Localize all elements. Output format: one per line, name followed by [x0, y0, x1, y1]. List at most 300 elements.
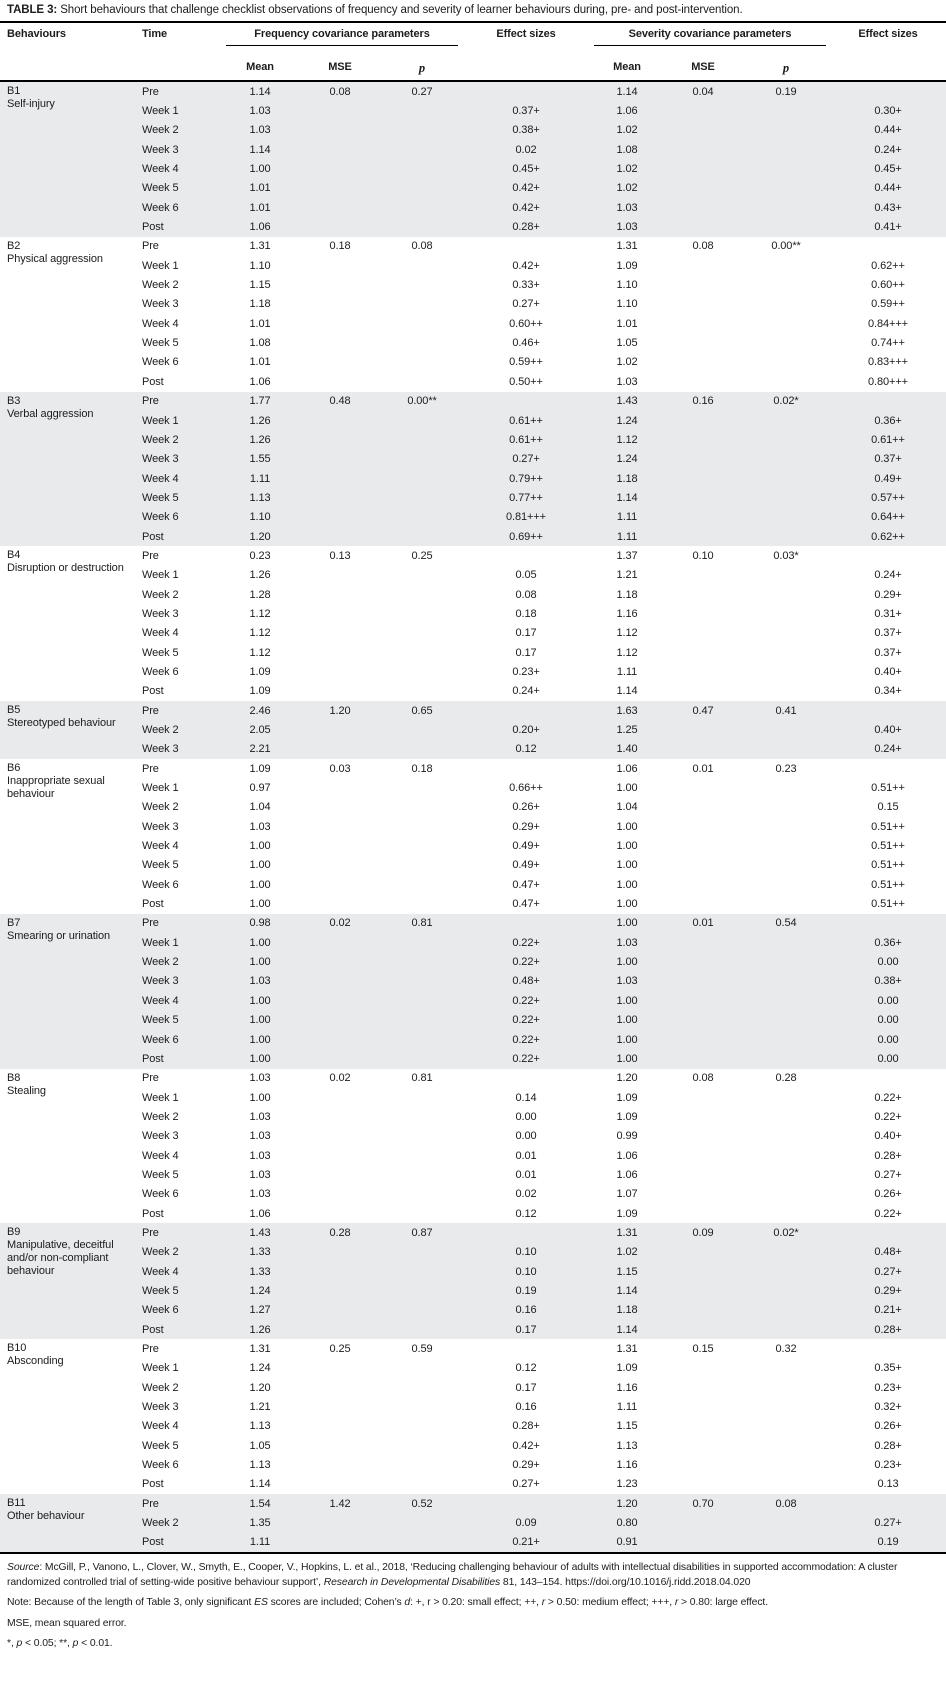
cell-s_mean: 1.06 [616, 1149, 638, 1162]
cell-s_mean: 1.40 [616, 743, 638, 756]
cell-f_p [382, 295, 462, 314]
cell-s_es: 0.51++ [871, 840, 905, 853]
behaviour-group-b9 [0, 1223, 946, 1339]
cell-s_es: 0.36+ [874, 936, 902, 949]
cell-s_p [742, 1185, 830, 1204]
cell-s_es: 0.35+ [874, 1362, 902, 1375]
cell-f_mse [298, 856, 382, 875]
cell-s_es: 0.44+ [874, 182, 902, 195]
cell-s_p [742, 1165, 830, 1184]
cell-time: Week 6 [142, 878, 179, 891]
cell-f_mse [298, 527, 382, 546]
cell-s_p [742, 488, 830, 507]
cell-time: Week 5 [142, 1014, 179, 1027]
cell-s_mse [664, 1359, 742, 1378]
cell-f_mse: 1.20 [329, 704, 351, 717]
cell-f_mean: 1.09 [249, 685, 271, 698]
cell-s_mse [664, 469, 742, 488]
cell-f_mean: 1.01 [249, 317, 271, 330]
cell-s_es: 0.22+ [874, 1207, 902, 1220]
behaviour-name: Physical aggression [7, 252, 103, 265]
cell-s_mse [664, 430, 742, 449]
cell-s_p [742, 682, 830, 701]
cell-s_es: 0.24+ [874, 743, 902, 756]
cell-s_mse [664, 720, 742, 739]
cell-s_p: 0.00** [771, 240, 801, 253]
cell-f_mse [298, 894, 382, 913]
cell-f_mean: 1.01 [249, 182, 271, 195]
cell-s_mse [664, 372, 742, 391]
cell-time: Post [142, 1052, 164, 1065]
behaviour-name: Smearing or urination [7, 929, 111, 942]
cell-s_mean: 1.11 [616, 530, 638, 543]
cell-s_mse [664, 740, 742, 759]
cell-f_mean: 1.09 [249, 762, 271, 775]
cell-s_mse [664, 1204, 742, 1223]
cell-f_p [382, 856, 462, 875]
behaviour-name: Manipulative, deceitful and/or non-compliant behaviour [7, 1239, 114, 1278]
cell-f_mse [298, 1011, 382, 1030]
cell-s_p [742, 875, 830, 894]
cell-time: Week 2 [142, 1517, 179, 1530]
cell-f_p [382, 566, 462, 585]
cell-time: Pre [142, 762, 159, 775]
cell-f_es: 0.20+ [512, 724, 540, 737]
cell-s_mse [664, 508, 742, 527]
behaviour-group-b8 [0, 1069, 946, 1224]
cell-f_mean: 1.03 [249, 1168, 271, 1181]
cell-s_mean: 1.02 [616, 1246, 638, 1259]
cell-s_p [742, 140, 830, 159]
cell-s_mse [664, 1436, 742, 1455]
cell-time: Week 2 [142, 724, 179, 737]
cell-s_mean: 1.16 [616, 1381, 638, 1394]
cell-time: Week 6 [142, 1459, 179, 1472]
cell-s_mse: 0.70 [692, 1497, 714, 1510]
cell-time: Pre [142, 1343, 159, 1356]
cell-f_mean: 1.33 [249, 1265, 271, 1278]
cell-f_mse [298, 933, 382, 952]
cell-f_mean: 0.23 [249, 549, 271, 562]
cell-time: Week 5 [142, 337, 179, 350]
cell-time: Week 1 [142, 1362, 179, 1375]
cell-s_p [742, 604, 830, 623]
cell-f_p: 0.00** [407, 395, 437, 408]
cell-f_mse [298, 682, 382, 701]
cell-f_mse: 0.48 [329, 395, 351, 408]
cell-f_es: 0.00 [515, 1110, 537, 1123]
cell-time: Week 1 [142, 782, 179, 795]
cell-s_es [830, 392, 946, 411]
behaviour-group-b1 [0, 82, 946, 237]
cell-s_p [742, 1417, 830, 1436]
cell-f_mean: 1.13 [249, 1420, 271, 1433]
cell-f_mse [298, 179, 382, 198]
cell-f_mean: 1.00 [249, 1052, 271, 1065]
cell-s_es: 0.27+ [874, 1517, 902, 1530]
cell-time: Week 2 [142, 1246, 179, 1259]
cell-f_es: 0.01 [515, 1149, 537, 1162]
cell-s_p [742, 1397, 830, 1416]
cell-s_mean: 1.00 [616, 917, 638, 930]
cell-s_p [742, 295, 830, 314]
cell-s_es: 0.51++ [871, 878, 905, 891]
cell-f_es [462, 1339, 590, 1358]
cell-f_mse [298, 275, 382, 294]
cell-f_mse: 0.02 [329, 1072, 351, 1085]
cell-f_p: 0.25 [411, 549, 433, 562]
cell-f_p [382, 682, 462, 701]
cell-s_mean: 1.31 [616, 240, 638, 253]
cell-s_es: 0.40+ [874, 1130, 902, 1143]
cell-f_p [382, 1455, 462, 1474]
cell-s_mean: 1.01 [616, 317, 638, 330]
cell-s_mean: 1.16 [616, 607, 638, 620]
cell-s_mse [664, 643, 742, 662]
cell-f_mse [298, 817, 382, 836]
cell-s_p: 0.41 [775, 704, 797, 717]
cell-f_p [382, 585, 462, 604]
cell-f_mse [298, 604, 382, 623]
cell-s_mse [664, 1049, 742, 1068]
cell-f_mean: 1.10 [249, 259, 271, 272]
cell-time: Pre [142, 1226, 159, 1239]
cell-s_mean: 1.43 [616, 395, 638, 408]
cell-s_mse [664, 894, 742, 913]
cell-f_p [382, 972, 462, 991]
cell-time: Week 3 [142, 975, 179, 988]
cell-f_es: 0.22+ [512, 936, 540, 949]
cell-f_mse [298, 1185, 382, 1204]
cell-s_mse [664, 1417, 742, 1436]
cell-s_es: 0.40+ [874, 665, 902, 678]
cell-time: Week 4 [142, 627, 179, 640]
cell-time: Post [142, 1323, 164, 1336]
cell-f_p [382, 1262, 462, 1281]
cell-f_mse [298, 217, 382, 236]
cell-s_mse [664, 488, 742, 507]
cell-s_p [742, 1011, 830, 1030]
cell-f_p [382, 1011, 462, 1030]
cell-s_p [742, 1107, 830, 1126]
cell-s_es: 0.13 [877, 1478, 899, 1491]
cell-f_es: 0.10 [515, 1265, 537, 1278]
cell-time: Post [142, 375, 164, 388]
cell-f_mse [298, 1165, 382, 1184]
col-header-freq-mse: MSE [328, 61, 352, 73]
cell-s_mean: 1.00 [616, 840, 638, 853]
cell-f_p [382, 991, 462, 1010]
cell-s_mse [664, 952, 742, 971]
cell-s_mse [664, 662, 742, 681]
cell-f_p [382, 1185, 462, 1204]
cell-f_p [382, 1475, 462, 1494]
cell-f_es: 0.26+ [512, 801, 540, 814]
cell-f_es [462, 546, 590, 565]
cell-f_mse [298, 972, 382, 991]
cell-s_mean: 1.03 [616, 221, 638, 234]
cell-f_es: 0.48+ [512, 975, 540, 988]
cell-f_es: 0.22+ [512, 956, 540, 969]
cell-f_mean: 1.00 [249, 936, 271, 949]
cell-s_p [742, 372, 830, 391]
cell-f_es: 0.27+ [512, 298, 540, 311]
cell-f_es: 0.27+ [512, 453, 540, 466]
cell-s_mean: 1.11 [616, 511, 638, 524]
cell-s_es: 0.29+ [874, 1284, 902, 1297]
cell-s_p [742, 1049, 830, 1068]
cell-f_mse [298, 1049, 382, 1068]
cell-s_p: 0.28 [775, 1072, 797, 1085]
col-header-freq-mean: Mean [246, 61, 274, 73]
cell-f_es: 0.79++ [509, 472, 543, 485]
cell-s_p [742, 585, 830, 604]
cell-time: Week 2 [142, 1381, 179, 1394]
cell-s_es: 0.00 [877, 994, 899, 1007]
cell-s_p [742, 566, 830, 585]
cell-s_p [742, 894, 830, 913]
behaviour-group-b2 [0, 237, 946, 392]
cell-time: Week 5 [142, 1439, 179, 1452]
cell-f_mse [298, 1436, 382, 1455]
cell-f_es: 0.21+ [512, 1536, 540, 1549]
cell-time: Post [142, 221, 164, 234]
cell-s_p [742, 333, 830, 352]
cell-s_mse [664, 1165, 742, 1184]
cell-s_mean: 1.24 [616, 414, 638, 427]
behaviour-label-b3 [0, 392, 140, 547]
cell-f_es: 0.61++ [509, 414, 543, 427]
cell-s_es: 0.43+ [874, 201, 902, 214]
cell-f_mse: 1.42 [329, 1497, 351, 1510]
cell-time: Week 5 [142, 646, 179, 659]
cell-time: Post [142, 530, 164, 543]
cell-f_mean: 2.05 [249, 724, 271, 737]
cell-s_es: 0.40+ [874, 724, 902, 737]
cell-time: Week 6 [142, 1304, 179, 1317]
col-header-time: Time [142, 28, 168, 40]
cell-s_mse [664, 624, 742, 643]
cell-f_mse [298, 798, 382, 817]
cell-f_mse [298, 372, 382, 391]
cell-s_mse [664, 798, 742, 817]
behaviour-code: B2 [7, 239, 21, 252]
cell-f_mean: 1.24 [249, 1362, 271, 1375]
footnote-3: MSE, mean squared error. [7, 1617, 127, 1629]
cell-time: Week 2 [142, 1110, 179, 1123]
cell-f_mse [298, 1281, 382, 1300]
cell-f_p: 0.27 [411, 85, 433, 98]
col-header-behaviours: Behaviours [7, 28, 66, 40]
cell-f_mean: 1.18 [249, 298, 271, 311]
cell-s_mse [664, 1011, 742, 1030]
cell-s_p [742, 1301, 830, 1320]
cell-f_p [382, 1397, 462, 1416]
cell-f_es: 0.33+ [512, 279, 540, 292]
cell-s_mse [664, 604, 742, 623]
cell-s_mean: 1.03 [616, 936, 638, 949]
cell-s_mse [664, 1185, 742, 1204]
cell-f_p [382, 450, 462, 469]
cell-s_p [742, 1030, 830, 1049]
cell-s_mean: 1.00 [616, 994, 638, 1007]
cell-f_p [382, 798, 462, 817]
cell-f_es: 0.42+ [512, 182, 540, 195]
cell-s_mse [664, 256, 742, 275]
cell-f_es: 0.08 [515, 588, 537, 601]
cell-f_mean: 1.00 [249, 1033, 271, 1046]
cell-f_p [382, 198, 462, 217]
cell-f_es: 0.47+ [512, 898, 540, 911]
cell-s_mean: 1.06 [616, 762, 638, 775]
cell-f_mse [298, 469, 382, 488]
cell-f_p [382, 1281, 462, 1300]
behaviour-name: Other behaviour [7, 1510, 85, 1523]
cell-f_mean: 1.00 [249, 1014, 271, 1027]
cell-s_es: 0.37+ [874, 627, 902, 640]
cell-f_mse [298, 1513, 382, 1532]
cell-s_mean: 1.18 [616, 588, 638, 601]
cell-s_mse [664, 1281, 742, 1300]
col-header-effect-sizes-severity: Effect sizes [858, 28, 918, 40]
cell-time: Week 1 [142, 414, 179, 427]
cell-s_es: 0.24+ [874, 143, 902, 156]
cell-s_mean: 1.09 [616, 1207, 638, 1220]
cell-s_mean: 1.00 [616, 898, 638, 911]
cell-f_mse [298, 875, 382, 894]
cell-f_mean: 1.54 [249, 1497, 271, 1510]
cell-s_mse [664, 1262, 742, 1281]
cell-f_mean: 1.20 [249, 1381, 271, 1394]
cell-s_mean: 1.09 [616, 1091, 638, 1104]
cell-f_es [462, 82, 590, 101]
cell-time: Pre [142, 917, 159, 930]
cell-s_mse [664, 566, 742, 585]
cell-s_es: 0.62++ [871, 259, 905, 272]
cell-f_es: 0.22+ [512, 1014, 540, 1027]
cell-s_es: 0.34+ [874, 685, 902, 698]
cell-f_es [462, 1223, 590, 1242]
cell-f_mse [298, 411, 382, 430]
cell-s_es [830, 1339, 946, 1358]
cell-f_es [462, 1069, 590, 1088]
cell-f_es: 0.16 [515, 1401, 537, 1414]
cell-f_es: 0.12 [515, 1362, 537, 1375]
cell-f_mse: 0.03 [329, 762, 351, 775]
cell-f_mean: 1.26 [249, 569, 271, 582]
cell-f_mse: 0.13 [329, 549, 351, 562]
cell-f_p [382, 430, 462, 449]
cell-s_es: 0.37+ [874, 453, 902, 466]
cell-f_p [382, 817, 462, 836]
cell-f_p [382, 527, 462, 546]
cell-f_es [462, 237, 590, 256]
cell-f_mse [298, 140, 382, 159]
cell-time: Week 2 [142, 801, 179, 814]
cell-f_mse [298, 1243, 382, 1262]
cell-f_mean: 1.03 [249, 105, 271, 118]
cell-s_mse [664, 353, 742, 372]
cell-f_mean: 1.09 [249, 665, 271, 678]
cell-f_p [382, 1378, 462, 1397]
cell-s_mean: 1.03 [616, 375, 638, 388]
cell-s_es: 0.00 [877, 1033, 899, 1046]
cell-f_mse [298, 508, 382, 527]
cell-f_mean: 1.14 [249, 143, 271, 156]
cell-s_p [742, 179, 830, 198]
cell-f_es: 0.05 [515, 569, 537, 582]
cell-s_mean: 1.23 [616, 1478, 638, 1491]
cell-f_p: 0.08 [411, 240, 433, 253]
footnote-2: Note: Because of the length of Table 3, only significant ES scores are included; Cohen’s d: +, r > 0.20: small effect; ++, r > 0.50: medium effect; +++, r > 0.80: large effect. [7, 1597, 769, 1609]
behaviour-group-b7 [0, 914, 946, 1069]
cell-time: Pre [142, 1072, 159, 1085]
cell-s_p [742, 256, 830, 275]
cell-s_p [742, 972, 830, 991]
cell-f_es: 0.18 [515, 607, 537, 620]
cell-s_mean: 1.31 [616, 1343, 638, 1356]
cell-f_p [382, 1127, 462, 1146]
cell-f_p [382, 1146, 462, 1165]
cell-s_mse [664, 314, 742, 333]
cell-s_mean: 1.25 [616, 724, 638, 737]
cell-time: Week 2 [142, 433, 179, 446]
cell-f_p [382, 875, 462, 894]
table-title-label: TABLE 3: [7, 4, 58, 16]
cell-f_mean: 1.08 [249, 337, 271, 350]
cell-f_mse [298, 1301, 382, 1320]
cell-f_p: 0.87 [411, 1226, 433, 1239]
cell-s_mse [664, 411, 742, 430]
cell-f_es: 0.42+ [512, 1439, 540, 1452]
cell-f_mean: 1.14 [249, 1478, 271, 1491]
behaviour-name: Stereotyped behaviour [7, 717, 116, 729]
cell-s_mean: 1.00 [616, 820, 638, 833]
cell-s_mse [664, 1301, 742, 1320]
cell-f_mean: 1.11 [249, 1536, 271, 1549]
cell-s_es: 0.26+ [874, 1188, 902, 1201]
cell-s_mse: 0.16 [692, 395, 714, 408]
cell-s_p [742, 1281, 830, 1300]
cell-s_mse [664, 450, 742, 469]
cell-s_p [742, 101, 830, 120]
cell-f_mean: 1.00 [249, 163, 271, 176]
cell-f_mse [298, 566, 382, 585]
cell-s_es: 0.57++ [871, 491, 905, 504]
cell-s_mean: 1.03 [616, 975, 638, 988]
cell-s_mean: 1.02 [616, 163, 638, 176]
cell-f_mean: 1.13 [249, 1459, 271, 1472]
cell-f_p [382, 179, 462, 198]
cell-s_mse: 0.10 [692, 549, 714, 562]
cell-f_mse [298, 778, 382, 797]
behaviour-code: B1 [7, 85, 21, 97]
cell-f_mse: 0.28 [329, 1226, 351, 1239]
cell-f_es: 0.77++ [509, 491, 543, 504]
cell-f_es: 0.42+ [512, 259, 540, 272]
cell-f_mse: 0.25 [329, 1343, 351, 1356]
cell-s_p [742, 856, 830, 875]
cell-s_es: 0.84+++ [868, 317, 908, 330]
cell-s_p: 0.02* [773, 395, 799, 408]
cell-s_mean: 1.09 [616, 259, 638, 272]
cell-s_mean: 1.07 [616, 1188, 638, 1201]
table-footnotes [0, 1554, 946, 1668]
cell-s_mean: 1.13 [616, 1439, 638, 1452]
cell-s_p [742, 836, 830, 855]
behaviour-label-b6 [0, 759, 140, 914]
behaviour-code: B9 [7, 1226, 21, 1239]
